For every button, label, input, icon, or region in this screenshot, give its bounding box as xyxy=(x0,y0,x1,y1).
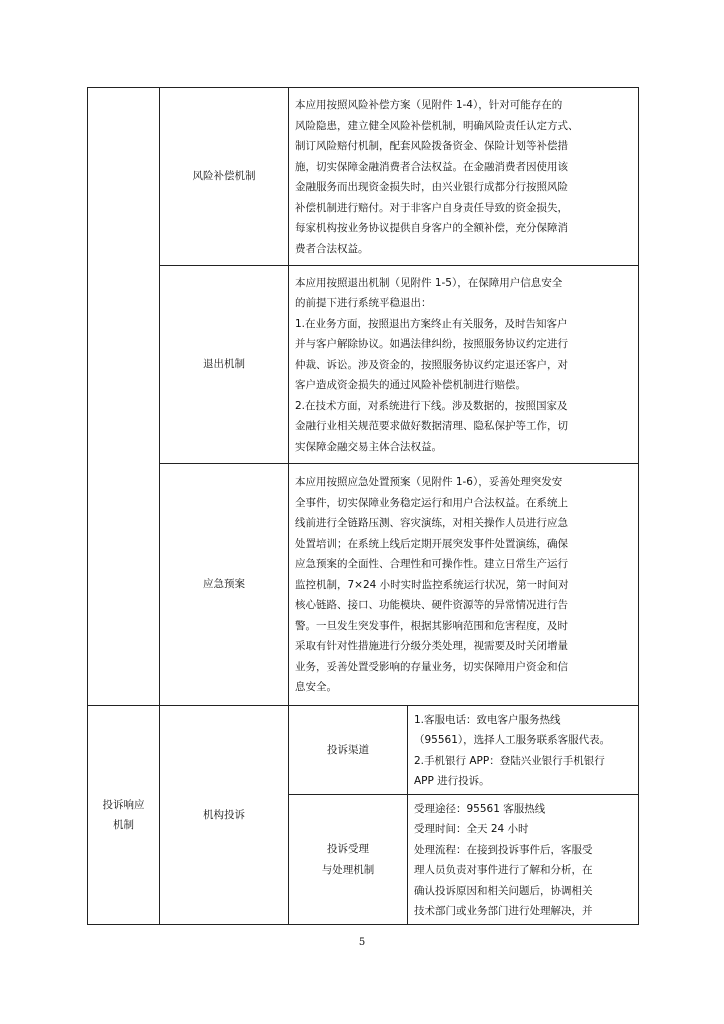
risk-text-cell xyxy=(289,88,639,266)
text-line: 全事件，切实保障业务稳定运行和用户合法权益。在系统上 xyxy=(295,496,568,509)
text-line: 1.在业务方面，按照退出方案终止有关服务，及时告知客户 xyxy=(295,317,568,330)
text-line: 每家机构按业务协议提供自身客户的全额补偿，充分保障消 xyxy=(295,222,568,234)
text-line: 费者合法权益。 xyxy=(295,242,369,255)
channel-text-cell xyxy=(408,706,639,795)
complaint-channel-row xyxy=(88,706,639,795)
text-line: 警。一旦发生突发事件，根据其影响范围和危害程度，及时 xyxy=(295,619,568,632)
handling-label-line1: 投诉受理 xyxy=(327,843,369,855)
text-line: 线前进行全链路压测、容灾演练，对相关操作人员进行应急 xyxy=(295,517,568,530)
institution-complaint-label: 机构投诉 xyxy=(203,808,245,821)
emergency-text-cell xyxy=(289,464,639,706)
text-line: 本应用按照应急处置预案（见附件 1-6），妥善处理突发安 xyxy=(295,476,563,489)
emergency-label-cell xyxy=(160,464,289,706)
exit-label-cell xyxy=(160,266,289,464)
text-line: 并与客户解除协议。如遇法律纠纷，按照服务协议约定进行 xyxy=(295,338,568,351)
text-line: 处理流程：在接到投诉事件后，客服受 xyxy=(414,843,593,856)
page-number: 5 xyxy=(358,937,366,948)
text-line: 核心链路、接口、功能模块、硬件资源等的异常情况进行告 xyxy=(295,599,568,612)
text-line: 受理途径：95561 客服热线 xyxy=(414,802,546,815)
text-line: 受理时间：全天 24 小时 xyxy=(414,823,529,835)
exit-text-cell xyxy=(289,266,639,464)
exit-label: 退出机制 xyxy=(203,358,245,371)
text-line: 补偿机制进行赔付。对于非客户自身责任导致的资金损失， xyxy=(295,201,568,214)
text-line: 本应用按照退出机制（见附件 1-5），在保障用户信息安全 xyxy=(295,276,563,289)
text-line: 理人员负责对事件进行了解和分析，在 xyxy=(414,864,593,876)
emergency-row xyxy=(88,464,639,706)
text-line: 金融行业相关规范要求做好数据清理、隐私保护等工作，切 xyxy=(295,420,568,433)
text-line: 制订风险赔付机制，配套风险拨备资金、保险计划等补偿措 xyxy=(295,140,568,152)
text-line: 技术部门或业务部门进行处理解决，并 xyxy=(414,905,593,917)
text-line: 客户造成资金损失的通过风险补偿机制进行赔偿。 xyxy=(295,379,526,392)
text-line: 业务，妥善处置受影响的存量业务，切实保障用户资金和信 xyxy=(295,660,568,673)
handling-text-cell xyxy=(408,795,639,925)
regulation-table xyxy=(87,87,639,925)
text-line: 的前提下进行系统平稳退出： xyxy=(295,297,432,310)
text-line: 1.客服电话：致电客户服务热线 xyxy=(414,713,561,726)
risk-label: 风险补偿机制 xyxy=(192,170,256,183)
text-line: 息安全。 xyxy=(295,681,337,694)
text-line: 风险隐患，建立健全风险补偿机制，明确风险责任认定方式、 xyxy=(295,119,579,132)
text-line: 金融服务而出现资金损失时，由兴业银行成都分行按照风险 xyxy=(295,181,568,193)
text-line: 应急预案的全面性、合理性和可操作性。建立日常生产运行 xyxy=(295,558,568,571)
text-line: （95561），选择人工服务联系客服代表。 xyxy=(414,734,611,746)
text-line: 实保障金融交易主体合法权益。 xyxy=(295,440,442,453)
risk-row xyxy=(88,88,639,266)
exit-row xyxy=(88,266,639,464)
complaint-label-line1: 投诉响应 xyxy=(102,798,145,811)
handling-label-cell xyxy=(289,795,408,925)
institution-complaint-cell xyxy=(160,706,289,925)
text-line: 监控机制，7×24 小时实时监控系统运行状况，第一时间对 xyxy=(295,578,569,591)
complaint-label-cell xyxy=(88,706,160,925)
channel-label-cell xyxy=(289,706,408,795)
text-line: APP 进行投诉。 xyxy=(414,775,490,787)
emergency-label: 应急预案 xyxy=(203,578,245,591)
handling-label-line2: 与处理机制 xyxy=(321,863,375,876)
section-blank-cell xyxy=(88,88,160,706)
text-line: 2.手机银行 APP：登陆兴业银行手机银行 xyxy=(414,754,605,767)
text-line: 施，切实保障金融消费者合法权益。在金融消费者因使用该 xyxy=(295,160,568,173)
text-line: 仲裁、诉讼。涉及资金的，按照服务协议约定退还客户，对 xyxy=(295,358,568,371)
text-line: 本应用按照风险补偿方案（见附件 1-4），针对可能存在的 xyxy=(295,99,563,111)
complaint-label-line2: 机制 xyxy=(113,819,134,831)
channel-label: 投诉渠道 xyxy=(327,743,369,756)
text-line: 处置培训；在系统上线后定期开展突发事件处置演练，确保 xyxy=(295,537,568,550)
text-line: 采取有针对性措施进行分级分类处理，视需要及时关闭增量 xyxy=(295,640,568,653)
text-line: 2.在技术方面，对系统进行下线。涉及数据的，按照国家及 xyxy=(295,399,568,412)
text-line: 确认投诉原因和相关问题后，协调相关 xyxy=(414,884,593,897)
risk-label-cell xyxy=(160,88,289,266)
